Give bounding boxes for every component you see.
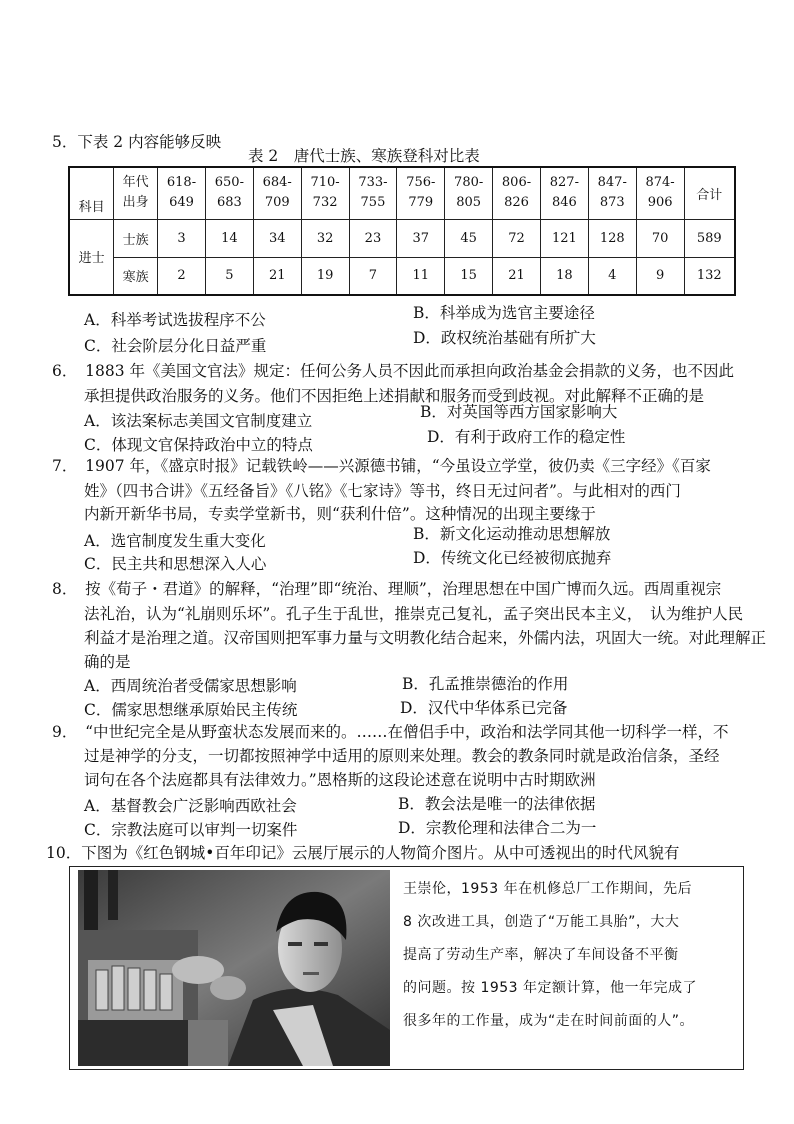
table-cell: 7 xyxy=(349,257,397,295)
period-cell: 780- 805 xyxy=(445,167,493,219)
bio-line: 提高了劳动生产率，解决了车间设备不平衡 xyxy=(403,947,679,963)
table-cell: 21 xyxy=(253,257,301,295)
q5-option-a[interactable]: A．科举考试选拔程序不公 xyxy=(84,311,266,329)
worker-photo xyxy=(78,870,390,1066)
table-cell: 34 xyxy=(253,219,301,257)
table-cell: 14 xyxy=(205,219,253,257)
period-cell: 710- 732 xyxy=(301,167,349,219)
table-cell: 4 xyxy=(588,257,636,295)
table-cell: 37 xyxy=(397,219,445,257)
q8-stem-line: 法礼治，认为“礼崩则乐坏”。孔子生于乱世，推崇克己复礼，孟子突出民本主义， 认为维护人民 xyxy=(84,605,744,623)
period-cell: 756- 779 xyxy=(397,167,445,219)
table-cell: 121 xyxy=(540,219,588,257)
q9-option-a[interactable]: A．基督教会广泛影响西欧社会 xyxy=(84,797,297,815)
q7-option-c[interactable]: C．民主共和思想深入人心 xyxy=(84,555,267,573)
q9-stem-line: 9． “中世纪完全是从野蛮状态发展而来的。……在僧侣手中，政治和法学同其他一切科学一样，不 xyxy=(52,723,729,741)
table-cell: 72 xyxy=(493,219,541,257)
header-total: 合计 xyxy=(684,167,735,219)
header-era: 年代 xyxy=(122,175,149,191)
q5-option-d[interactable]: D．政权统治基础有所扩大 xyxy=(413,329,596,347)
q9-option-d[interactable]: D．宗教伦理和法律合二为一 xyxy=(398,819,597,837)
q6-option-b[interactable]: B．对英国等西方国家影响大 xyxy=(420,403,618,421)
table-row xyxy=(69,219,735,257)
q10-stem: 10．下图为《红色钢城•百年印记》云展厅展示的人物简介图片。从中可透视出的时代风貌有 xyxy=(46,844,680,862)
q8-option-a[interactable]: A．西周统治者受儒家思想影响 xyxy=(84,677,297,695)
table-cell: 32 xyxy=(301,219,349,257)
q7-option-a[interactable]: A．选官制度发生重大变化 xyxy=(84,532,266,550)
q5-stem: 5．下表 2 内容能够反映 xyxy=(52,133,222,151)
comparison-table xyxy=(68,166,736,296)
table-cell: 15 xyxy=(445,257,493,295)
q8-stem-line: 利益才是治理之道。汉帝国则把军事力量与文明教化结合起来，外儒内法，巩固大一统。对此理解正 xyxy=(84,629,767,647)
bio-line: 王崇伦，1953 年在机修总厂工作期间，先后 xyxy=(403,881,693,897)
table-row xyxy=(69,257,735,295)
q7-stem-line: 内新开新华书局，专卖学堂新书，则“获利什倍”。这种情况的出现主要缘于 xyxy=(84,505,596,523)
table-cell: 5 xyxy=(205,257,253,295)
bio-line: 的问题。按 1953 年定额计算，他一年完成了 xyxy=(403,980,698,996)
table-header-row xyxy=(69,167,735,219)
header-origin: 出身 xyxy=(122,195,149,211)
table-cell: 128 xyxy=(588,219,636,257)
period-cell: 827- 846 xyxy=(540,167,588,219)
q8-stem-line: 确的是 xyxy=(84,653,131,671)
table-cell: 70 xyxy=(636,219,684,257)
q8-option-b[interactable]: B．孔孟推崇德治的作用 xyxy=(402,675,569,693)
table-cell: 21 xyxy=(493,257,541,295)
header-era-origin xyxy=(114,167,158,219)
table-title: 表 2 唐代士族、寒族登科对比表 xyxy=(248,147,480,165)
period-cell: 684- 709 xyxy=(253,167,301,219)
table-cell: 3 xyxy=(158,219,206,257)
q9-stem-line: 过是神学的分支，一切都按照神学中适用的原则来处理。教会的教条同时就是政治信条，圣经 xyxy=(84,747,720,765)
table-cell: 18 xyxy=(540,257,588,295)
q7-option-b[interactable]: B．新文化运动推动思想解放 xyxy=(413,525,611,543)
table-cell: 2 xyxy=(158,257,206,295)
table-cell: 11 xyxy=(397,257,445,295)
q5-option-b[interactable]: B．科举成为选官主要途径 xyxy=(413,304,595,322)
table-cell: 45 xyxy=(445,219,493,257)
q8-option-c[interactable]: C．儒家思想继承原始民主传统 xyxy=(84,701,298,719)
bio-line: 8 次改进工具，创造了“万能工具胎”，大大 xyxy=(403,914,680,930)
q7-stem-line: 姓》（四书合讲》《五经备旨》《八铭》《七家诗》等书，终日无过问者”。与此相对的西门 xyxy=(84,482,681,500)
q5-option-c[interactable]: C．社会阶层分化日益严重 xyxy=(84,337,267,355)
table-cell: 19 xyxy=(301,257,349,295)
table-cell-total: 589 xyxy=(684,219,735,257)
q6-option-d[interactable]: D．有利于政府工作的稳定性 xyxy=(427,428,626,446)
row-subject: 进士 xyxy=(69,219,114,295)
q6-stem-line: 6． 1883 年《美国文官法》规定：任何公务人员不因此而承担向政治基金会捐款的义务，也不因此 xyxy=(52,362,734,380)
table-cell: 23 xyxy=(349,219,397,257)
header-subject: 科目 xyxy=(69,167,114,219)
period-cell: 874- 906 xyxy=(636,167,684,219)
q8-stem-line: 8． 按《荀子・君道》的解释，“治理”即“统治、理顺”，治理思想在中国广博而久远。西周重视宗 xyxy=(52,580,722,598)
period-cell: 618- 649 xyxy=(158,167,206,219)
q8-option-d[interactable]: D．汉代中华体系已完备 xyxy=(400,699,568,717)
q6-option-c[interactable]: C．体现文官保持政治中立的特点 xyxy=(84,436,313,454)
period-cell: 847- 873 xyxy=(588,167,636,219)
q6-option-a[interactable]: A．该法案标志美国文官制度建立 xyxy=(84,412,313,430)
q7-option-d[interactable]: D．传统文化已经被彻底抛弃 xyxy=(413,549,612,567)
bio-line: 很多年的工作量，成为“走在时间前面的人”。 xyxy=(403,1013,695,1029)
q9-option-c[interactable]: C．宗教法庭可以审判一切案件 xyxy=(84,821,298,839)
period-cell: 650- 683 xyxy=(205,167,253,219)
table-cell-total: 132 xyxy=(684,257,735,295)
q9-option-b[interactable]: B．教会法是唯一的法律依据 xyxy=(398,795,596,813)
row-label: 寒族 xyxy=(114,257,158,295)
period-cell: 806- 826 xyxy=(493,167,541,219)
q9-stem-line: 词句在各个法庭都具有法律效力。”恩格斯的这段论述意在说明中古时期欧洲 xyxy=(84,771,596,789)
period-cell: 733- 755 xyxy=(349,167,397,219)
q6-stem-line: 承担提供政治服务的义务。他们不因拒绝上述捐献和服务而受到歧视。对此解释不正确的是 xyxy=(84,387,705,405)
table-cell: 9 xyxy=(636,257,684,295)
profile-card xyxy=(69,866,744,1070)
row-label: 士族 xyxy=(114,219,158,257)
q7-stem-line: 7． 1907 年，《盛京时报》记载铁岭——兴源德书铺，“今虽设立学堂，彼仍卖《三字经》《百家 xyxy=(52,457,711,475)
